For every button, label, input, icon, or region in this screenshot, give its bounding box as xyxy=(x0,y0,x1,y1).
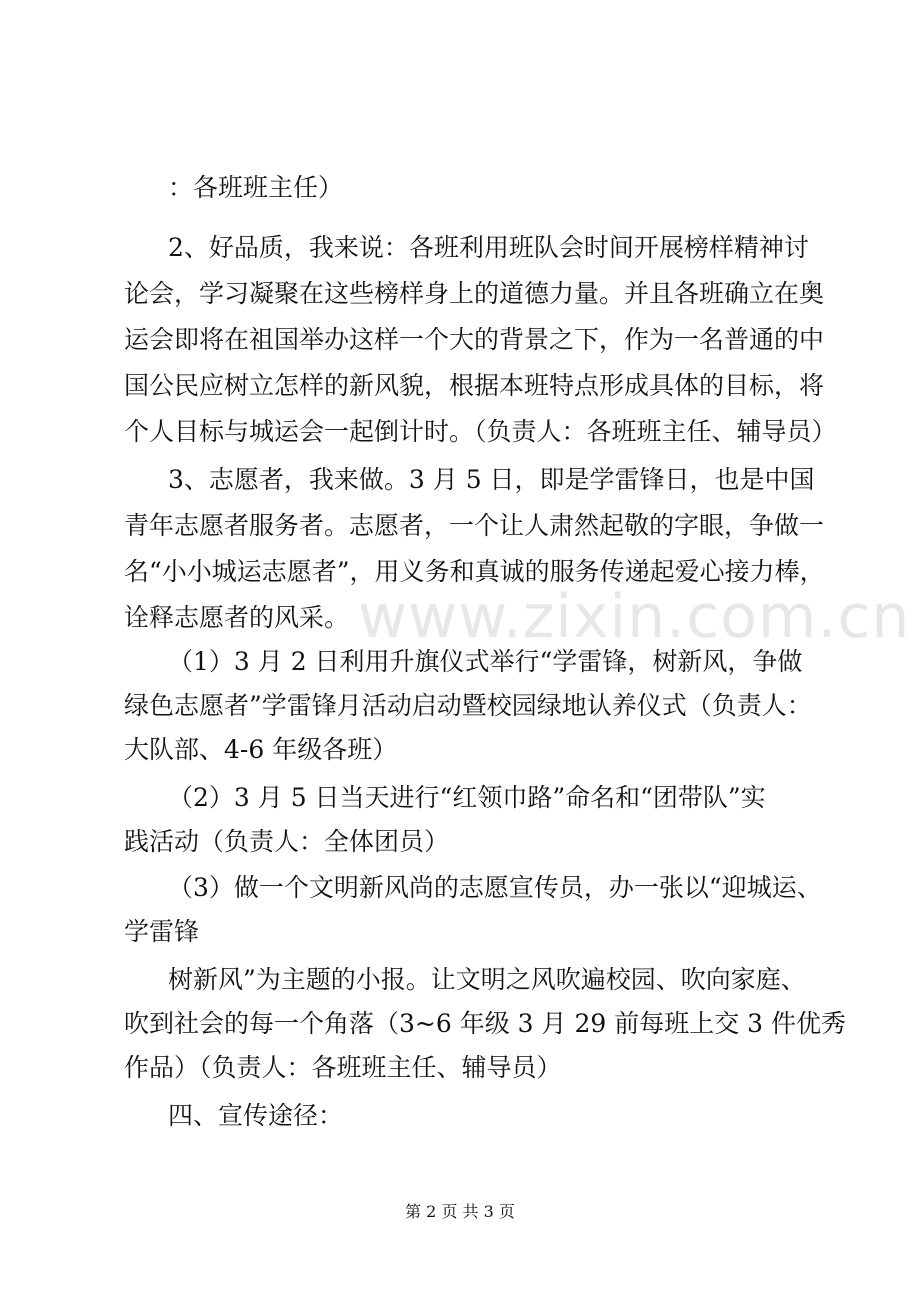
text-line: 树新风”为主题的小报。让文明之风吹遍校园、吹向家庭、 xyxy=(168,965,806,994)
text-line: 名“小小城运志愿者”，用义务和真诚的服务传递起爱心接力棒， xyxy=(124,557,825,586)
watermark: www.zixin.com.cn xyxy=(358,582,911,652)
text-line: ：各班班主任） xyxy=(168,173,344,202)
text-line: 大队部、4-6 年级各班） xyxy=(124,735,398,764)
text-line: 论会，学习凝聚在这些榜样身上的道德力量。并且各班确立在奥 xyxy=(124,279,825,308)
text-line: 诠释志愿者的风采。 xyxy=(124,603,350,632)
text-line: 吹到社会的每一个角落（3~6 年级 3 月 29 前每班上交 3 件优秀 xyxy=(124,1009,847,1038)
text-line: 践活动（负责人：全体团员） xyxy=(124,827,450,856)
text-line: 绿色志愿者”学雷锋月活动启动暨校园绿地认养仪式（负责人： xyxy=(124,691,812,720)
text-line: （2）3 月 5 日当天进行“红领巾路”命名和“团带队”实 xyxy=(168,783,766,812)
text-line: 个人目标与城运会一起倒计时。（负责人：各班班主任、辅导员） xyxy=(124,417,837,446)
text-line: 四、宣传途径： xyxy=(168,1101,344,1130)
text-line: 学雷锋 xyxy=(124,917,200,946)
text-line: （1）3 月 2 日利用升旗仪式举行“学雷锋，树新风，争做 xyxy=(168,647,803,676)
text-line: 作品）（负责人：各班班主任、辅导员） xyxy=(124,1053,562,1082)
text-line: 青年志愿者服务者。志愿者，一个让人肃然起敬的字眼，争做一 xyxy=(124,511,825,540)
text-line: 国公民应树立怎样的新风貌，根据本班特点形成具体的目标，将 xyxy=(124,371,825,400)
page-footer: 第 2 页 共 3 页 xyxy=(405,1202,515,1221)
text-line: （3）做一个文明新风尚的志愿宣传员，办一张以“迎城运、 xyxy=(168,873,822,902)
text-line: 3、志愿者，我来做。3 月 5 日，即是学雷锋日，也是中国 xyxy=(168,465,815,494)
text-line: 2、好品质，我来说：各班利用班队会时间开展榜样精神讨 xyxy=(168,233,809,262)
text-line: 运会即将在祖国举办这样一个大的背景之下，作为一名普通的中 xyxy=(124,325,825,354)
